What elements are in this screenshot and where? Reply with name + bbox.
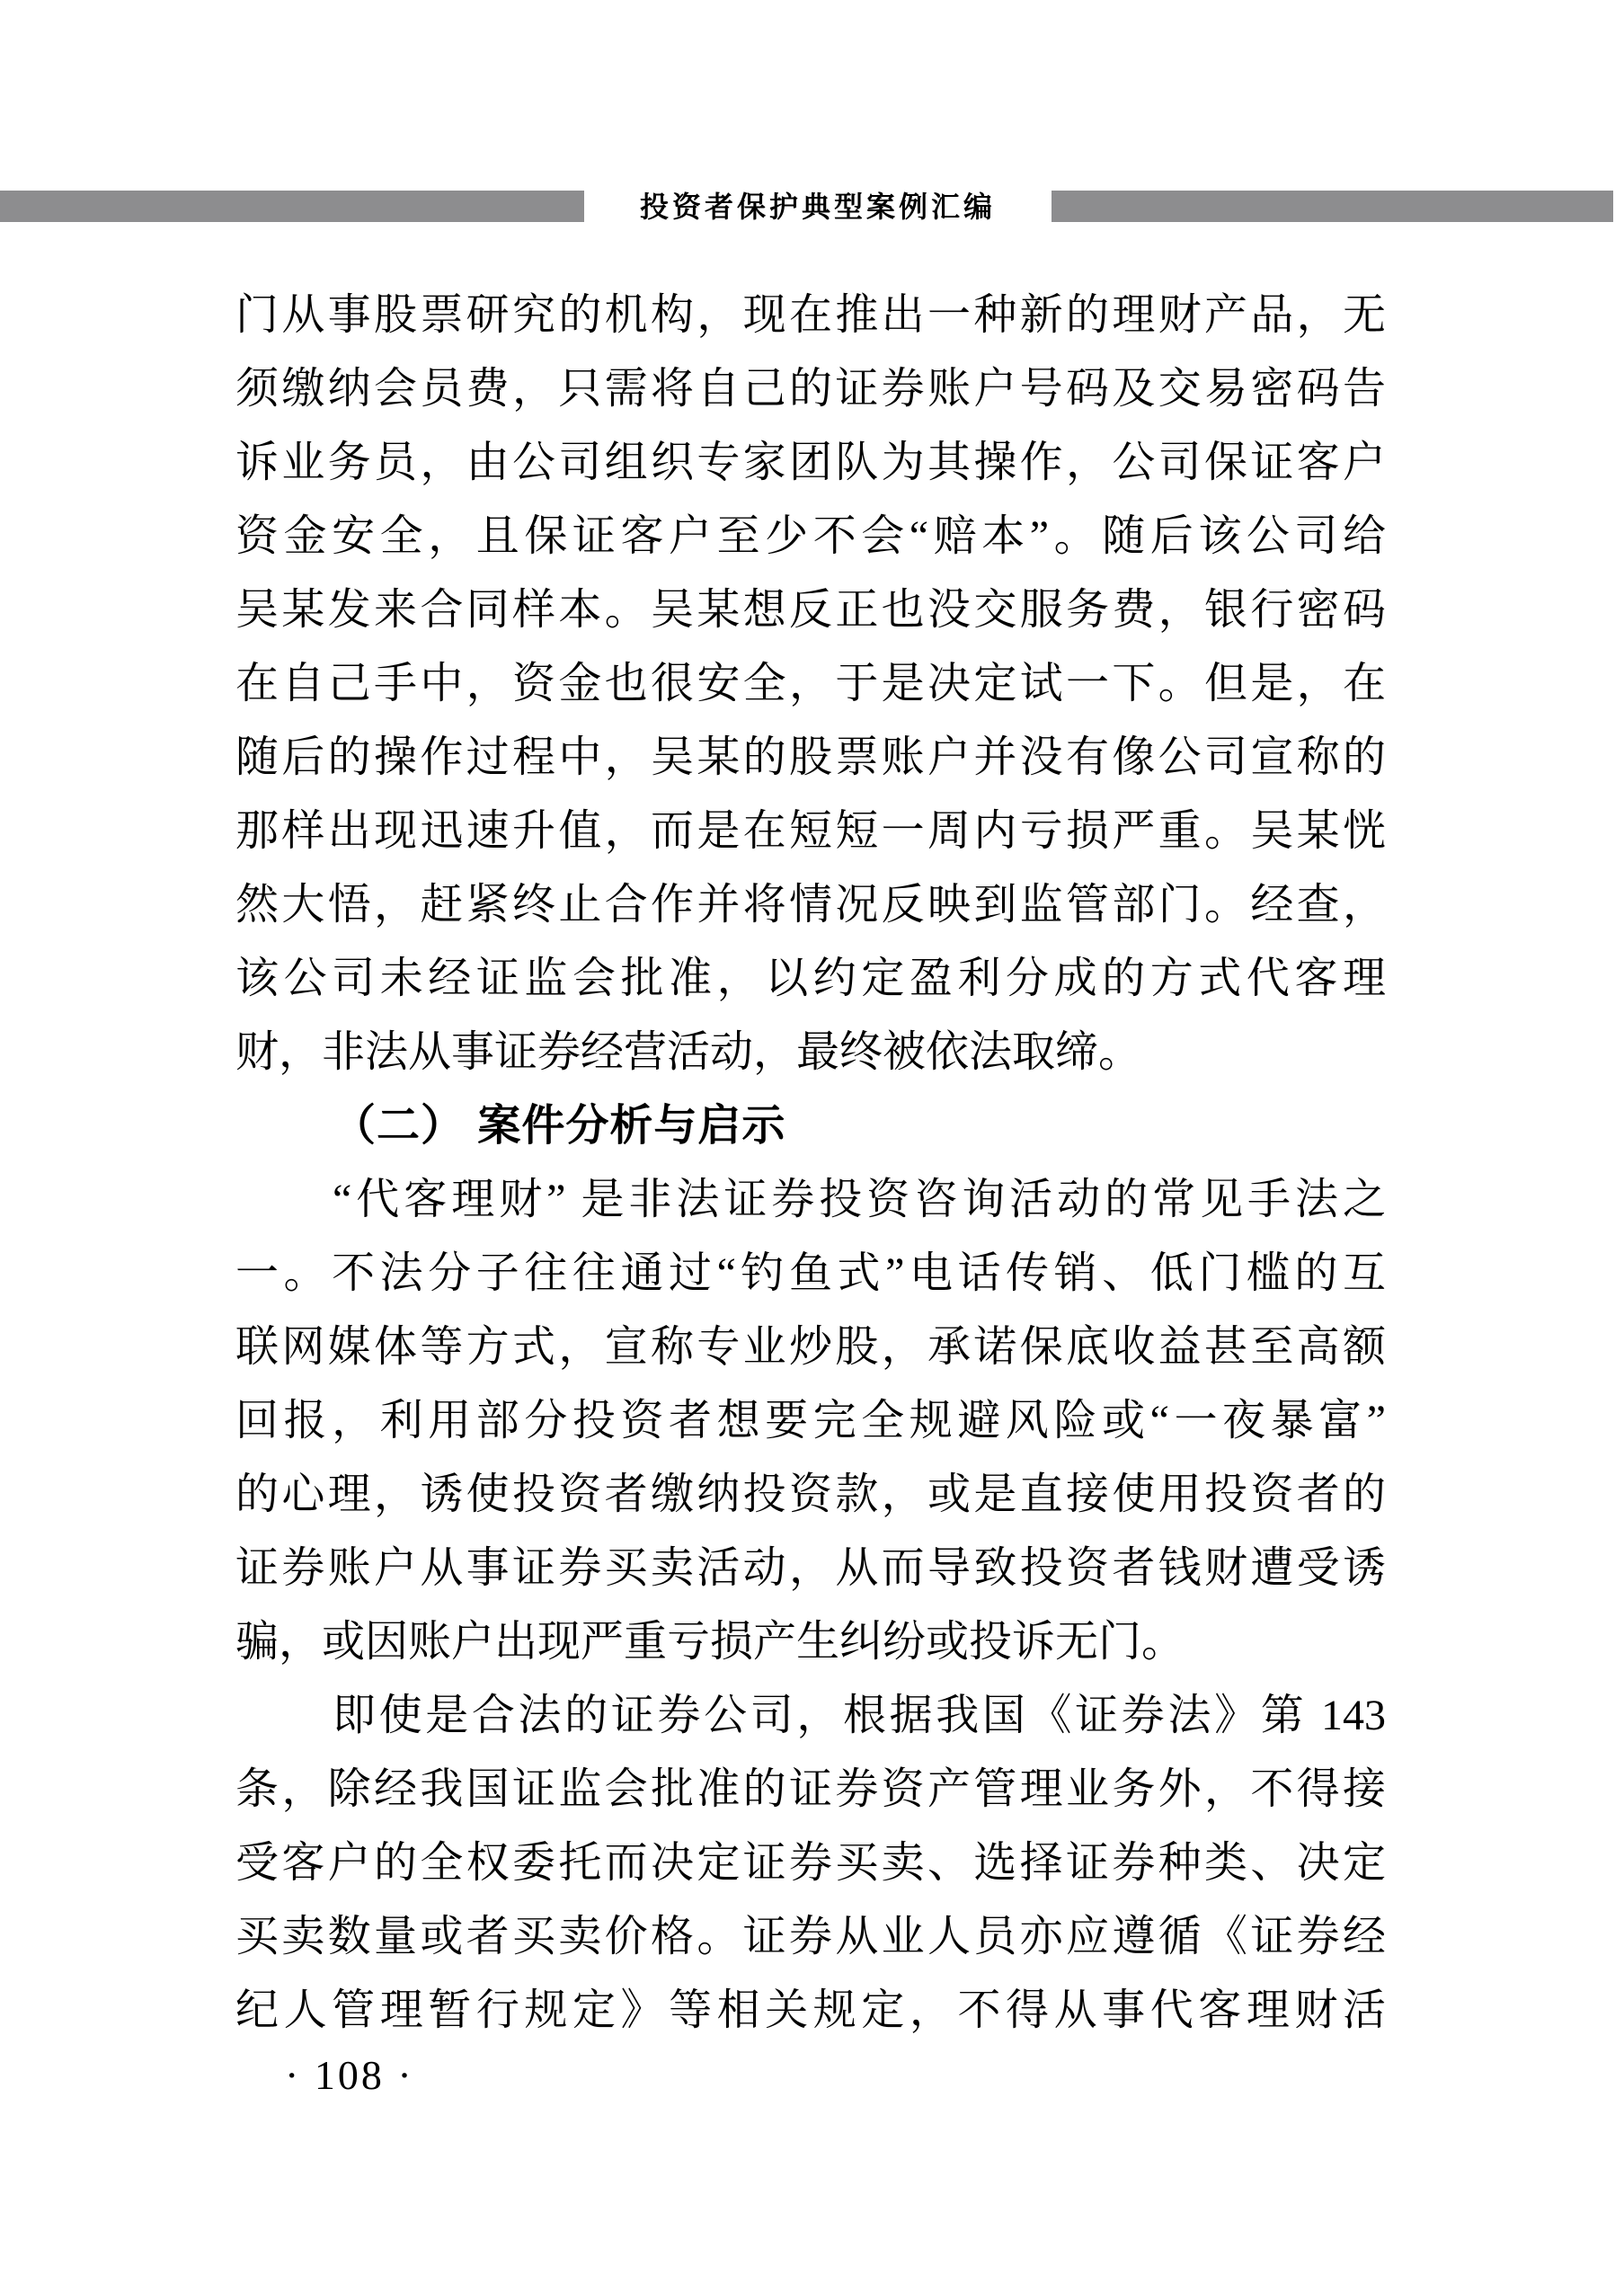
body-line: 随后的操作过程中，吴某的股票账户并没有像公司宣称的	[235, 733, 1386, 781]
section-heading: （二） 案件分析与启示	[333, 1102, 786, 1150]
page-number: · 108 ·	[285, 2052, 414, 2098]
header-rule-left	[0, 191, 584, 222]
body-line: 该公司未经证监会批准，以约定盈利分成的方式代客理	[235, 955, 1386, 1002]
body-line: “代客理财” 是非法证券投资咨询活动的常见手法之	[333, 1176, 1386, 1223]
body-line: 回报，利用部分投资者想要完全规避风险或“一夜暴富”	[235, 1397, 1386, 1444]
body-line: 然大悟，赶紧终止合作并将情况反映到监管部门。经查，	[235, 881, 1386, 929]
body-line: 受客户的全权委托而决定证券买卖、选择证券种类、决定	[235, 1839, 1386, 1887]
body-line: 在自己手中，资金也很安全，于是决定试一下。但是，在	[235, 660, 1386, 707]
body-line: 须缴纳会员费，只需将自己的证券账户号码及交易密码告	[235, 365, 1386, 413]
body-line: 资金安全，且保证客户至少不会“赔本”。随后该公司给	[235, 512, 1386, 560]
body-line: 那样出现迅速升值，而是在短短一周内亏损严重。吴某恍	[235, 807, 1386, 855]
body-line: 联网媒体等方式，宣称专业炒股，承诺保底收益甚至高额	[235, 1323, 1386, 1371]
body-line: 财，非法从事证券经营活动，最终被依法取缔。	[235, 1028, 1142, 1076]
body-line: 诉业务员，由公司组织专家团队为其操作，公司保证客户	[235, 439, 1386, 486]
body-line: 门从事股票研究的机构，现在推出一种新的理财产品，无	[235, 291, 1386, 339]
body-line: 证券账户从事证券买卖活动，从而导致投资者钱财遭受诱	[235, 1544, 1386, 1592]
body-line: 即使是合法的证券公司，根据我国《证券法》第 143	[333, 1692, 1386, 1739]
header-rule-right	[1052, 191, 1613, 222]
body-text	[235, 279, 1386, 2048]
running-head-title: 投资者保护典型案例汇编	[639, 191, 996, 223]
body-line: 一。不法分子往往通过“钓鱼式”电话传销、低门槛的互	[235, 1249, 1386, 1297]
body-line: 骗，或因账户出现严重亏损产生纠纷或投诉无门。	[235, 1618, 1185, 1666]
body-line: 的心理，诱使投资者缴纳投资款，或是直接使用投资者的	[235, 1471, 1386, 1518]
body-line: 条，除经我国证监会批准的证券资产管理业务外，不得接	[235, 1765, 1386, 1813]
body-line: 买卖数量或者买卖价格。证券从业人员亦应遵循《证券经	[235, 1913, 1386, 1960]
body-line: 吴某发来合同样本。吴某想反正也没交服务费，银行密码	[235, 586, 1386, 634]
body-line: 纪人管理暂行规定》等相关规定，不得从事代客理财活	[235, 1986, 1386, 2034]
